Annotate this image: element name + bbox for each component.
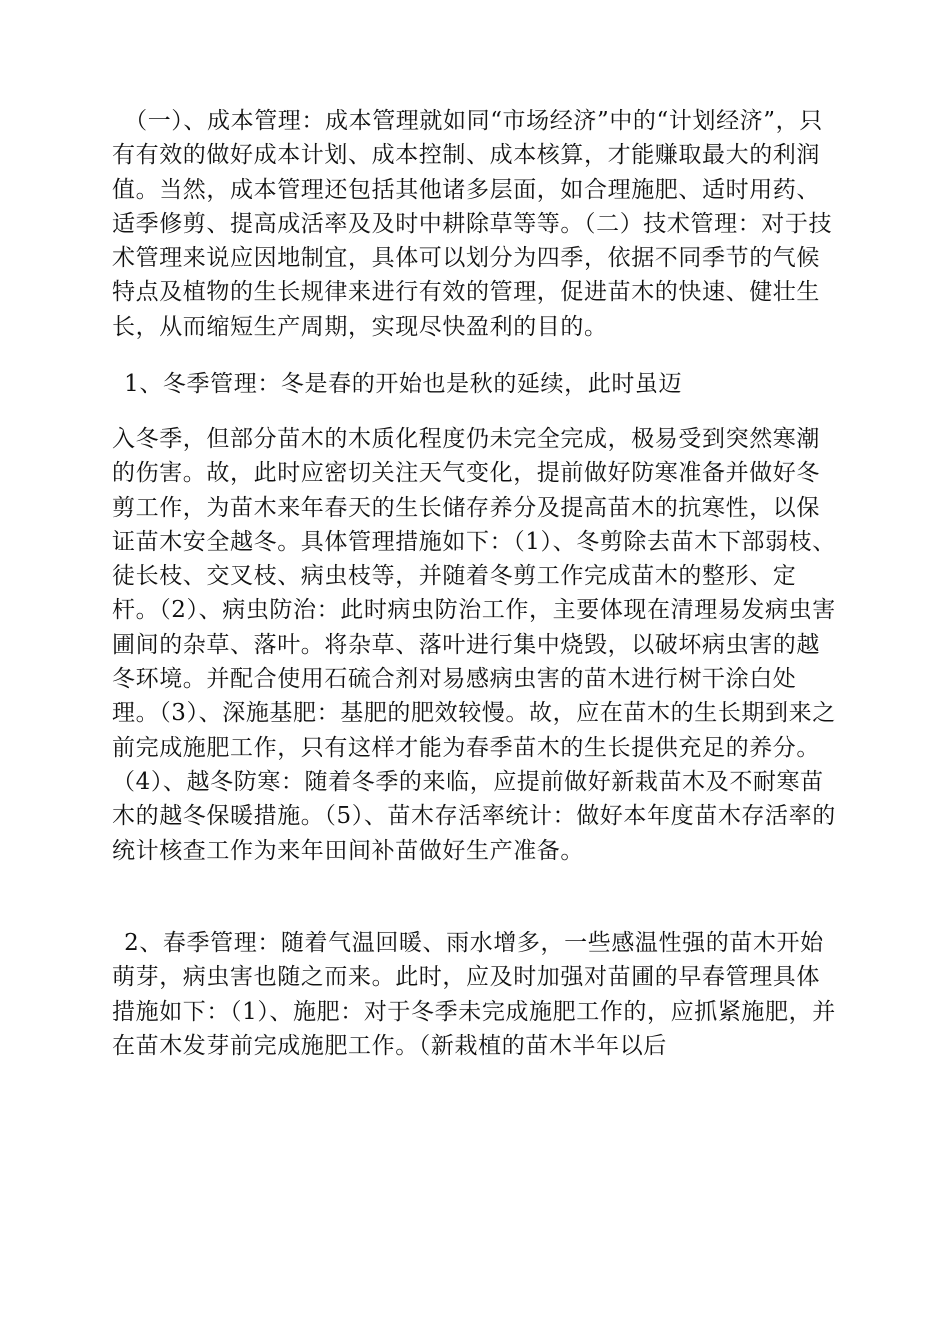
paragraph-winter-management-heading: 1、冬季管理：冬是春的开始也是秋的延续，此时虽迈 xyxy=(112,371,683,397)
paragraph-winter-management-measures: 入冬季，但部分苗木的木质化程度仍未完全完成，极易受到突然寒潮的伤害。故，此时应密切关注天气变化，提前做好防寒准备并做好冬剪工作，为苗木来年春天的生长储存养分及提高苗木的抗寒性，以保证苗木安全越冬。具体管理措施如下：（1）、冬剪除去苗木下部弱枝、徒长枝、交叉枝、病虫枝等，并随着冬剪工作完成苗木的整形、定杆。（2）、病虫防治：此时病虫防治工作，主要体现在清理易发病虫害圃间的杂草、落叶。将杂草、落叶进行集中烧毁，以破坏病虫害的越冬环境。并配合使用石硫合剂对易感病虫害的苗木进行树干涂白处理。（3）、深施基肥：基肥的肥效较慢。故，应在苗木的生长期到来之前完成施肥工作，只有这样才能为春季苗木的生长提供充足的养分。（4）、越冬防寒：随着冬季的来临，应提前做好新栽苗木及不耐寒苗木的越冬保暖措施。（5）、苗木存活率统计：做好本年度苗木存活率的统计核查工作为来年田间补苗做好生产准备。 xyxy=(112,426,836,864)
paragraph-spring-management: 2、春季管理：随着气温回暖、雨水增多，一些感温性强的苗木开始萌芽，病虫害也随之而来。此时，应及时加强对苗圃的早春管理具体措施如下：（1）、施肥：对于冬季未完成施肥工作的，应抓紧施肥，并在苗木发芽前完成施肥工作。（新栽植的苗木半年以后 xyxy=(112,930,836,1059)
paragraph-cost-and-technical-management: （一）、成本管理：成本管理就如同“市场经济”中的“计划经济”，只有有效的做好成本计划、成本控制、成本核算，才能赚取最大的利润值。当然，成本管理还包括其他诸多层面，如合理施肥、适时用药、适季修剪、提高成活率及及时中耕除草等等。（二）技术管理：对于技术管理来说应因地制宜，具体可以划分为四季，依据不同季节的气候特点及植物的生长规律来进行有效的管理，促进苗木的快速、健壮生长，从而缩短生产周期，实现尽快盈利的目的。 xyxy=(112,108,833,340)
